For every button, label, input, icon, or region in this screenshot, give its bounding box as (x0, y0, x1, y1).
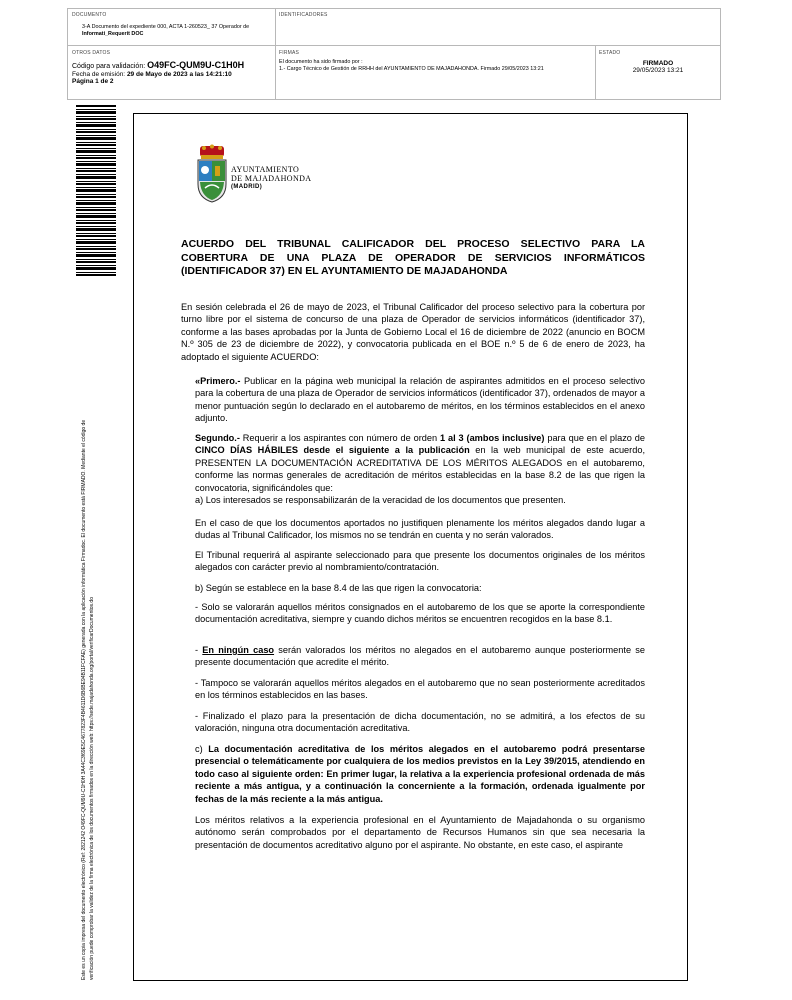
segundo-lead: Segundo.- (195, 433, 240, 443)
fecha-label: Fecha de emisión: (72, 71, 126, 78)
organization-name (231, 165, 312, 192)
estado-label: ESTADO (599, 50, 621, 56)
firmas-line: 1.- Cargo Técnico de Gestión de RRHH del AYUNTAMIENTO DE MAJADAHONDA. Firmado 29/05/2023 13:21 (279, 66, 544, 72)
barcode (76, 104, 116, 276)
header-divider (595, 45, 596, 99)
ningun-text: serán valorados los méritos no alegados en el autobaremo aunque posteriormente se presente documentación que acredite el mérito. (195, 645, 645, 668)
coat-of-arms-icon (195, 144, 229, 204)
codigo-validacion (72, 60, 272, 70)
firmas-cell (279, 50, 591, 73)
paragraph-ningun (195, 644, 645, 669)
paragraph-a: a) Los interesados se responsabilizarán de la veracidad de los documentos que presenten. (195, 495, 566, 505)
documento-label: DOCUMENTO (72, 12, 107, 18)
paragraph-tampoco: - Tampoco se valorarán aquellos méritos alegados en el autobaremo que no sean posteriormente acreditados en los términos establecidos en las bases. (195, 678, 645, 701)
primero-text: Publicar en la página web municipal la relación de aspirantes admitidos en el proceso selectivo para la cobertura de una plaza de Operador de servicios informáticos (identificador 37), ordenados de mayor a menor puntuación según lo declarado en el autobaremo de méritos, en los términos establecidos en el anexo adjunto. (195, 376, 645, 424)
organization-line: AYUNTAMIENTO (231, 165, 300, 174)
segundo-text: Requerir a los aspirantes con número de orden (239, 433, 440, 443)
c-bold: La documentación acreditativa de los méritos alegados en el autobaremo podrá presentarse presencial o telemáticamente por cualquiera de los medios previstos en la Ley 39/2015, atendiendo en todo caso al siguiente orden: En primer lugar, la relativa a la experiencia profesional ordenada de más reciente a más antigua, y a continuación la concerniente a la formación, ordenada igualmente por fechas de la más reciente a la más antigua. (195, 744, 645, 804)
primero-lead: «Primero.- (195, 376, 241, 386)
header-divider (68, 45, 720, 46)
documento-value (72, 24, 272, 38)
header-divider (275, 9, 276, 99)
paragraph-c (195, 743, 645, 805)
paragraph-solo: - Solo se valorarán aquellos méritos consignados en el autobaremo de los que se aporte la correspondiente documentación acreditativa, siempre y cuando dichos méritos se encuentren recogidos en la base 8.1. (195, 602, 645, 625)
verification-text: verificación puede comprobar la validez de la firma electrónica de los documentos firmados en la dirección web: https://sede.majadahonda.org/portal/verificarDocumentos.do (89, 597, 95, 980)
segundo-bold: CINCO DÍAS HÁBILES desde el siguiente a la publicación (195, 445, 470, 456)
paragraph-finalizado: - Finalizado el plazo para la presentación de dicha documentación, no se admitirá, a los efectos de su valoración, ninguna otra documentación acreditativa. (195, 711, 645, 734)
primero-paragraph (195, 375, 645, 425)
fecha-emision (72, 71, 272, 78)
estado-cell (599, 50, 717, 74)
documento-value-line: 3-A Documento del expediente 000, ACTA 1-260523_ 37 Operador de (82, 24, 250, 30)
ningun-bold: En ningún caso (202, 645, 275, 655)
page-number: Página 1 de 2 (72, 78, 114, 85)
firmas-line: El documento ha sido firmado por : (279, 59, 363, 65)
c-lead: c) (195, 744, 209, 754)
estado-date: 29/05/2023 13:21 (632, 67, 684, 74)
verification-text: Este es un copia impresa del documento electrónico (Ref: 2821242 O49FC-QUM9U-C1H0H 3A44C3f69E5C4677823F4B4611D6B6BE94B11FCFAE) generada con la aplicación informática Firmadoc. El documento está FIRMADO. Mediante el código de (81, 419, 87, 980)
identificadores-label: IDENTIFICADORES (279, 12, 328, 18)
segundo-paragraph (195, 432, 645, 494)
organization-region: (MADRID) (231, 184, 263, 190)
codigo-value: O49FC-QUM9U-C1H0H (147, 60, 245, 70)
documento-cell (72, 12, 272, 38)
intro-paragraph: En sesión celebrada el 26 de mayo de 2023, el Tribunal Calificador del proceso selectivo para la cobertura por turno libre por el sistema de concurso de una plaza de Operador de servicios informáticos (identificador 37), conforme a las bases aprobadas por la Junta de Gobierno Local el 16 de diciembre de 2022 (anuncio en BOCM N.º 305 de 23 de diciembre de 2022), y convocatoria publicada en el BOE n.º 5 de 6 de enero de 2023, ha adoptado el siguiente ACUERDO: (181, 302, 645, 362)
paragraph-caso: En el caso de que los documentos aportados no justifiquen plenamente los méritos alegados dando lugar a dudas al Tribunal Calificador, los mismos no se tendrán en cuenta y no serán valorados. (195, 518, 645, 541)
otros-datos-label: OTROS DATOS (72, 50, 111, 56)
otros-datos-cell (72, 50, 272, 85)
firmas-label: FIRMAS (279, 50, 300, 56)
segundo-bold: 1 al 3 (ambos inclusive) (440, 433, 545, 443)
organization-line: DE MAJADAHONDA (231, 174, 312, 183)
estado-value: FIRMADO (642, 60, 674, 67)
fecha-value: 29 de Mayo de 2023 a las 14:21:10 (126, 71, 232, 78)
paragraph-b: b) Según se establece en la base 8.4 de las que rigen la convocatoria: (195, 583, 482, 593)
segundo-text: en la web municipal de este acuerdo, PRESENTEN LA DOCUMENTACIÓN ACREDITATIVA DE LOS MÉRITOS ALEGADOS en el autobaremo, conforme las normas generales de acreditación de méritos establecidas en la base 8.2 de las que rigen la convocatoria, significándoles que: (195, 445, 645, 493)
verification-sidebar (76, 300, 100, 980)
codigo-label: Código para validación: (72, 63, 146, 70)
paragraph-tribunal: El Tribunal requerirá al aspirante seleccionado para que presente los documentos originales de los méritos alegados con carácter previo al nombramiento/contratación. (195, 550, 645, 573)
paragraph-meritos: Los méritos relativos a la experiencia profesional en el Ayuntamiento de Majadahonda o su organismo autónomo serán comprobados por el departamento de Recursos Humanos sin que sea necesaria la presentación de documentos acreditativo alguno por el aspirante. No obstante, en este caso, el aspirante (195, 815, 645, 850)
document-title: ACUERDO DEL TRIBUNAL CALIFICADOR DEL PROCESO SELECTIVO PARA LA COBERTURA DE UNA PLAZA DE OPERADOR DE SERVICIOS INFORMÁTICOS (IDENTIFICADOR 37) EN EL AYUNTAMIENTO DE MAJADAHONDA (181, 238, 645, 277)
document-header (67, 8, 721, 100)
documento-value-line: Informati_Requerit DOC (82, 31, 144, 37)
identificadores-cell (279, 12, 328, 18)
segundo-text: para que en el plazo de (544, 433, 645, 443)
ningun-dash: - (195, 645, 203, 655)
